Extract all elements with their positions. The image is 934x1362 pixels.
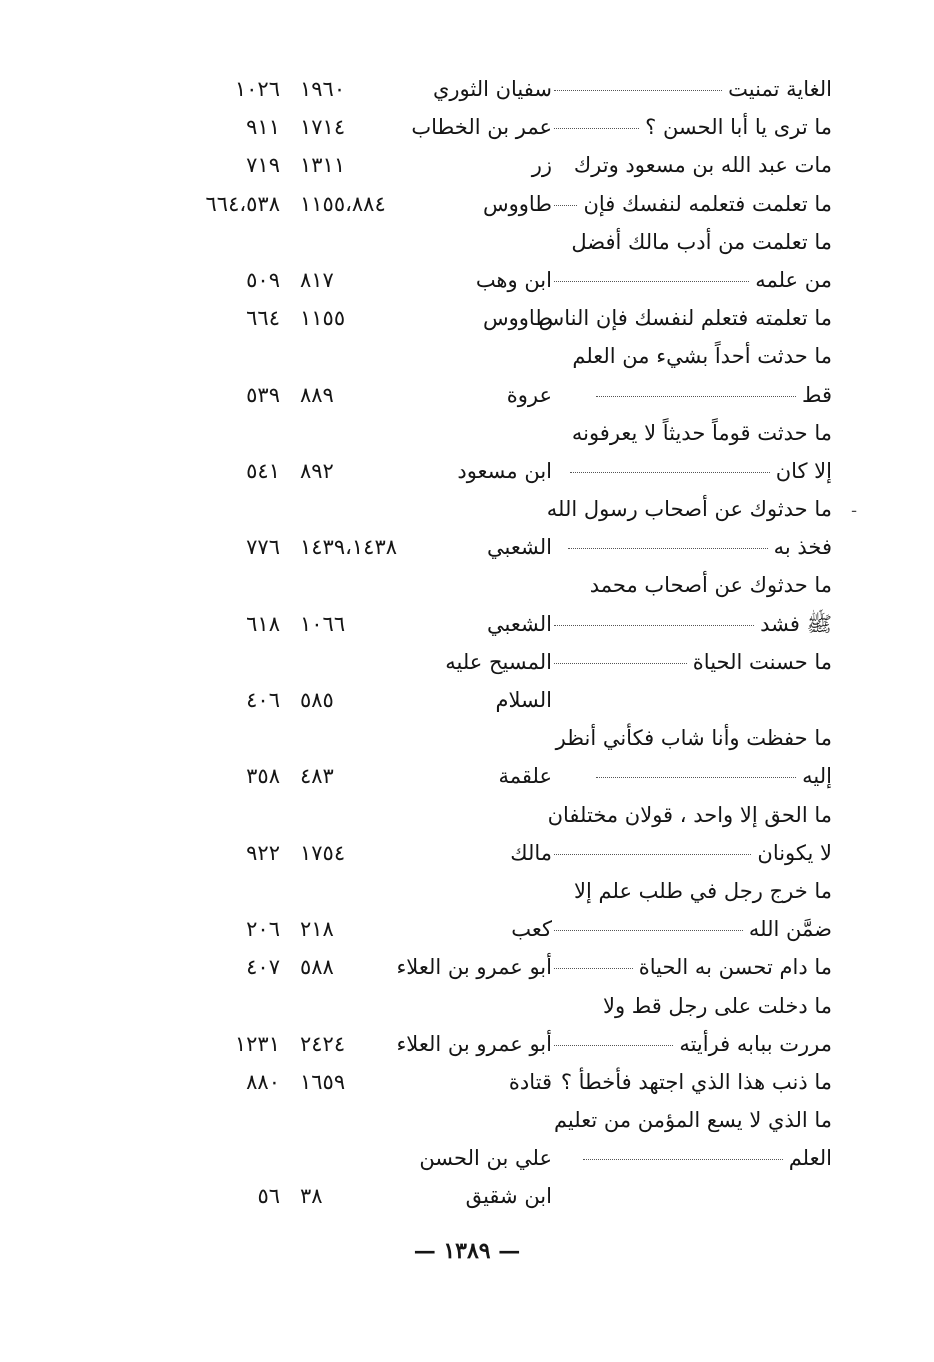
entry-ref-number-text: ٤٨٣ [300,764,334,789]
entry-phrase-text: ما تعلمت من أدب مالك أفضل [571,229,832,254]
entry-page-number-text: ٦٦٤ [246,306,280,331]
entry-phrase [552,376,832,414]
index-row [0,490,934,528]
entry-ref-number-text: ١٩٦٠ [300,77,346,101]
entry-narrator: قتادة [508,1069,552,1094]
entry-phrase [552,681,832,719]
entry-phrase-text: ما حدثوك عن أصحاب محمد [589,573,832,598]
index-row [0,452,934,490]
entry-ref-number [300,1101,420,1139]
entry-ref-number [300,185,420,223]
leader-dots [554,205,577,206]
entry-narrator: الشعبي [487,611,552,636]
margin-mark: ـ [852,500,857,516]
entry-narrator: زر [531,153,552,178]
entry-narrator: سفيان الثوري [432,77,552,101]
entry-page-number [150,796,280,834]
entry-ref-number [300,987,420,1025]
entry-phrase-text: ما الحق إلا واحد ، قولان مختلفان [547,802,832,827]
entry-page-number [150,1177,280,1215]
entry-phrase [552,452,832,490]
entry-page-number [150,1139,280,1177]
entry-ref-number [300,796,420,834]
entry-page-number [150,414,280,452]
entry-ref-number-text: ١٧١٤ [300,115,346,140]
entry-narrator: السلام [495,688,552,712]
entry-narrator: ابن شقيق [465,1184,552,1209]
entry-phrase [538,299,832,337]
entry-page-number [150,605,280,643]
entry-phrase-text: مات عبد الله بن مسعود وترك [573,153,832,178]
entry-ref-number-text: ٨٨٩ [300,382,334,407]
entry-phrase [552,1063,832,1101]
entry-ref-number [300,643,420,681]
entry-ref-number [300,834,420,872]
entry-phrase [552,261,832,299]
entry-phrase [552,1025,832,1063]
index-row [0,796,934,834]
entry-phrase [552,1177,832,1215]
entry-ref-number [300,146,420,184]
entry-page-number [150,834,280,872]
entry-phrase-text: ضمَّن الله [748,917,832,942]
index-row [0,910,934,948]
leader-dots [583,1159,783,1160]
index-entries [0,70,934,1216]
entry-page-number-text: ٣٥٨ [246,764,280,789]
index-row [0,185,934,223]
entry-ref-number [300,566,420,604]
entry-page-number [150,872,280,910]
entry-ref-number [300,528,420,566]
index-row [0,834,934,872]
entry-phrase [552,643,832,681]
index-row [0,70,934,108]
entry-phrase [552,948,832,986]
entry-ref-number-text: ٥٨٨ [300,955,334,980]
index-row [0,566,934,604]
entry-page-number [150,643,280,681]
entry-page-number-text: ٥٤١ [246,458,280,483]
entry-page-number [150,910,280,948]
entry-page-number-text: ٥٣٩ [246,382,280,407]
entry-ref-number [300,414,420,452]
entry-phrase-text: ما خرج رجل في طلب علم إلا [574,878,832,903]
entry-phrase [552,146,832,184]
entry-phrase-text: إليه [802,764,832,789]
entry-narrator: علي بن الحسن [419,1146,552,1171]
entry-page-number [150,681,280,719]
leader-dots [570,472,770,473]
entry-ref-number [300,452,420,490]
entry-page-number [150,185,280,223]
entry-page-number [150,948,280,986]
entry-page-number [150,146,280,184]
entry-phrase [552,1139,832,1177]
entry-narrator: طاووس [482,306,552,331]
entry-phrase-text: ما الذي لا يسع المؤمن من تعليم [553,1108,832,1133]
entry-ref-number [300,299,420,337]
entry-ref-number [300,605,420,643]
entry-narrator: علقمة [498,764,552,789]
entry-ref-number [300,376,420,414]
index-row [0,1063,934,1101]
entry-narrator: عروة [506,382,552,407]
index-row [0,376,934,414]
entry-phrase-text: قط [802,382,832,407]
entry-ref-number [300,261,420,299]
entry-page-number-text: ٧٧٦ [246,535,280,560]
entry-ref-number-text: ٨٩٢ [300,458,334,483]
entry-narrator: ابن مسعود [457,458,552,483]
entry-ref-number [300,490,420,528]
entry-page-number-text: ٤٠٧ [246,955,280,980]
leader-dots [596,396,796,397]
entry-narrator: ابن وهب [475,267,552,292]
entry-page-number-text: ٥٦ [257,1184,280,1209]
entry-narrator: طاووس [482,191,552,216]
entry-phrase-text: الغاية تمنيت [728,77,832,101]
entry-page-number [150,108,280,146]
index-row [0,1025,934,1063]
entry-narrator: أبو عمرو بن العلاء [396,955,552,980]
entry-page-number [150,757,280,795]
entry-ref-number [300,337,420,375]
entry-page-number [150,452,280,490]
entry-phrase [552,757,832,795]
entry-page-number [150,299,280,337]
entry-phrase-text: ما ترى يا أبا الحسن ؟ [645,115,832,140]
entry-ref-number [300,1139,420,1177]
entry-phrase [552,528,832,566]
entry-page-number [150,566,280,604]
entry-page-number [150,261,280,299]
index-row [0,987,934,1025]
index-row [0,719,934,757]
index-row [0,1139,934,1177]
entry-phrase-text: ما حدثت قوماً حديثاً لا يعرفونه [571,420,832,445]
entry-page-number-text: ٩١١ [246,115,280,140]
entry-ref-number [300,108,420,146]
entry-phrase-text: ما دام تحسن به الحياة [638,955,832,980]
entry-narrator: عمر بن الخطاب [411,115,552,140]
index-row [0,1177,934,1215]
entry-phrase-text: ما تعلمته فتعلم لنفسك فإن الناس [538,306,832,331]
entry-page-number [150,1063,280,1101]
entry-page-number [150,376,280,414]
entry-page-number [150,1025,280,1063]
entry-page-number-text: ٩٢٢ [246,840,280,865]
entry-page-number-text: ١٠٢٦ [234,77,280,101]
index-row [0,643,934,681]
leader-dots [554,625,754,626]
index-row [0,337,934,375]
entry-page-number-text: ٤٠٦ [246,688,280,712]
entry-ref-number-text: ٨١٧ [300,267,334,292]
entry-ref-number [300,757,420,795]
index-row [0,605,934,643]
entry-page-number [150,223,280,261]
entry-ref-number [300,948,420,986]
leader-dots [554,128,639,129]
leader-dots [554,90,722,91]
entry-ref-number-text: ١٤٣٩،١٤٣٨ [300,535,398,560]
entry-ref-number [300,910,420,948]
leader-dots [554,968,633,969]
entry-phrase-text: ما تعلمت فتعلمه لنفسك فإن [583,191,832,216]
entry-narrator: مالك [510,840,552,865]
leader-dots [554,1045,673,1046]
entry-ref-number-text: ٣٨ [300,1184,323,1209]
entry-ref-number [300,872,420,910]
entry-ref-number-text: ١٠٦٦ [300,611,346,636]
entry-phrase [552,108,832,146]
entry-phrase-text: ما حدثوك عن أصحاب رسول الله [546,497,832,522]
entry-phrase [552,910,832,948]
entry-phrase-text: ما حفظت وأنا شاب فكأني أنظر [555,726,832,751]
entry-page-number-text: ٧١٩ [246,153,280,178]
entry-ref-number [300,1177,420,1215]
leader-dots [554,930,743,931]
entry-ref-number-text: ٥٨٥ [300,688,334,712]
leader-dots [554,281,749,282]
entry-narrator: الشعبي [487,535,552,560]
entry-ref-number-text: ١٧٥٤ [300,840,346,865]
entry-ref-number-text: ١٦٥٩ [300,1069,346,1094]
entry-ref-number [300,681,420,719]
entry-phrase-text: من علمه [755,267,832,292]
entry-phrase-text: فخذ به [773,535,832,560]
page-number: — ١٣٨٩ — [413,1238,521,1264]
leader-dots [568,548,768,549]
index-row [0,146,934,184]
entry-phrase-text: مررت ببابه فرأيته [679,1031,832,1056]
index-row [0,223,934,261]
leader-dots [596,777,796,778]
entry-page-number [150,337,280,375]
entry-phrase-text: إلا كان [775,458,832,483]
index-row [0,757,934,795]
entry-page-number-text: ٢٠٦ [246,917,280,942]
index-row [0,261,934,299]
entry-phrase [552,70,832,108]
index-row [0,108,934,146]
entry-ref-number [300,1063,420,1101]
entry-phrase-text: العلم [788,1146,832,1171]
entry-page-number [150,1101,280,1139]
leader-dots [554,854,751,855]
index-row [0,681,934,719]
leader-dots [554,663,687,664]
entry-page-number-text: ٦٦٤،٥٣٨ [205,191,280,216]
entry-narrator: المسيح عليه [445,649,552,674]
entry-phrase-text: ما ذنب هذا الذي اجتهد فأخطأ ؟ [560,1069,832,1094]
entry-phrase-text: ما حسنت الحياة [692,649,832,674]
entry-ref-number-text: ٢١٨ [300,917,334,942]
entry-narrator: كعب [511,917,552,942]
entry-page-number [150,70,280,108]
entry-ref-number [300,70,420,108]
index-row [0,299,934,337]
index-row [0,948,934,986]
entry-phrase [552,834,832,872]
entry-phrase-text: ما حدثت أحداً بشيء من العلم [572,344,832,369]
entry-page-number-text: ٥٠٩ [246,267,280,292]
entry-ref-number-text: ١١٥٥ [300,306,346,331]
entry-phrase-text: ﷺ فشد [760,611,832,636]
entry-ref-number [300,223,420,261]
entry-phrase-text: لا يكونان [757,840,832,865]
index-row [0,872,934,910]
entry-page-number [150,528,280,566]
entry-page-number-text: ١٢٣١ [234,1031,280,1056]
entry-phrase-text: ما دخلت على رجل قط ولا [602,993,832,1018]
entry-narrator: أبو عمرو بن العلاء [396,1031,552,1056]
entry-page-number [150,490,280,528]
entry-page-number [150,987,280,1025]
index-row [0,1101,934,1139]
entry-page-number [150,719,280,757]
entry-page-number-text: ٨٨٠ [246,1069,280,1094]
entry-ref-number-text: ١٣١١ [300,153,346,178]
entry-phrase [552,185,832,223]
entry-phrase [552,605,832,643]
entry-ref-number-text: ١١٥٥،٨٨٤ [300,191,386,216]
index-row [0,528,934,566]
index-row [0,414,934,452]
entry-page-number-text: ٦١٨ [246,611,280,636]
entry-ref-number-text: ٢٤٢٤ [300,1031,346,1056]
entry-ref-number [300,1025,420,1063]
entry-ref-number [300,719,420,757]
